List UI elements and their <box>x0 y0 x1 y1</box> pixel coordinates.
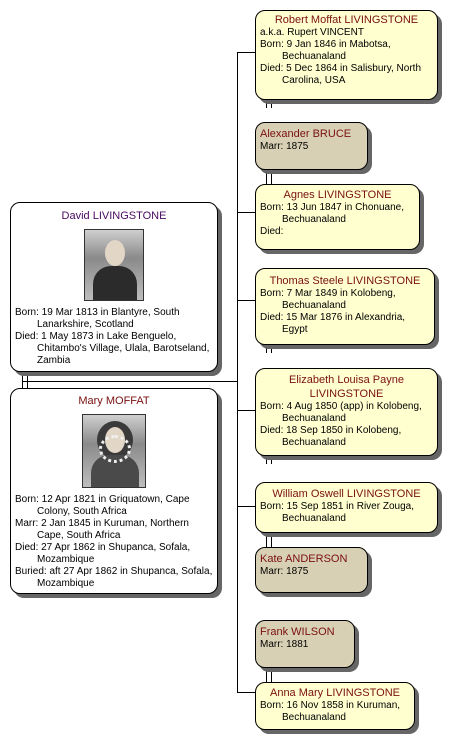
connector-child-6 <box>237 692 255 693</box>
person-born: Born: 12 Apr 1821 in Griquatown, Cape Colony, South Africa <box>15 494 190 517</box>
connector-couple-right <box>27 372 28 388</box>
spouse-married: Marr: 1875 <box>260 141 309 152</box>
connector-spouse-agnes-l <box>266 170 267 184</box>
person-card-anna[interactable] <box>255 682 415 730</box>
spouse-card-alexander[interactable] <box>255 122 368 170</box>
person-died: Died: 5 Dec 1864 in Salisbury, North Carolina, USA <box>260 63 422 86</box>
person-card-robert[interactable] <box>255 10 438 100</box>
person-name: Robert Moffat LIVINGSTONE <box>274 14 419 26</box>
person-died: Died: 15 Mar 1876 in Alexandria, Egypt <box>260 312 406 335</box>
connector-child1-down-l <box>266 100 267 108</box>
spouse-name: Alexander BRUCE <box>260 128 352 140</box>
person-born: Born: 9 Jan 1846 in Mabotsa, Bechuanaland <box>260 39 391 62</box>
person-card-william[interactable] <box>255 482 438 533</box>
connector-child-5 <box>237 506 255 507</box>
connector-child-1 <box>237 52 255 53</box>
person-died: Died: <box>260 226 284 237</box>
connector-child3-down-r <box>271 345 272 353</box>
connector-spouse-william-r <box>271 533 272 547</box>
person-died: Died: 18 Sep 1850 in Kolobeng, Bechuanaland <box>260 425 402 448</box>
person-name: William Oswell LIVINGSTONE <box>272 488 421 500</box>
spouse-married: Marr: 1875 <box>260 566 309 577</box>
connector-spouse-anna-r <box>271 668 272 682</box>
connector-spouse-agnes-r <box>271 170 272 184</box>
person-died: Died: 27 Apr 1862 in Shupanca, Sofala, Mozambique <box>15 542 191 565</box>
person-card-thomas[interactable] <box>255 268 435 345</box>
person-name: Mary MOFFAT <box>78 395 150 407</box>
person-card-david[interactable] <box>10 202 218 372</box>
connector-child-3 <box>237 300 255 301</box>
person-married: Marr: 2 Jan 1845 in Kuruman, Northern Cape, South Africa <box>15 518 189 541</box>
person-born: Born: 4 Aug 1850 (app) in Kolobeng, Bechuanaland <box>260 401 422 424</box>
person-aka: a.k.a. Rupert VINCENT <box>260 27 364 38</box>
person-name: Anna Mary LIVINGSTONE <box>269 687 400 699</box>
spouse-name: Frank WILSON <box>260 626 335 638</box>
connector-spouse-william-l <box>266 533 267 547</box>
portrait-man-icon <box>84 229 144 301</box>
person-name: Thomas Steele LIVINGSTONE <box>269 275 421 287</box>
person-name: Agnes LIVINGSTONE <box>283 189 392 201</box>
person-born: Born: 15 Sep 1851 in River Zouga, Bechuanaland <box>260 501 414 524</box>
spouse-card-kate[interactable] <box>255 547 368 593</box>
person-card-elizabeth[interactable] <box>255 368 438 456</box>
connector-couple-left <box>22 372 23 388</box>
person-card-mary[interactable] <box>10 388 218 594</box>
connector-trunk <box>237 52 238 693</box>
connector-child4-down-l <box>266 456 267 464</box>
portrait-woman-icon <box>82 414 146 488</box>
connector-child4-down-r <box>271 456 272 464</box>
connector-parents <box>22 381 237 382</box>
connector-child1-down-r <box>271 100 272 108</box>
connector-child-2 <box>237 212 255 213</box>
person-name: David LIVINGSTONE <box>61 210 167 222</box>
connector-spouse-anna-l <box>266 668 267 682</box>
person-born: Born: 19 Mar 1813 in Blantyre, South Lanarkshire, Scotland <box>15 307 180 330</box>
person-died: Died: 1 May 1873 in Lake Benguelo, Chitambo's Village, Ulala, Barotseland, Zambia <box>15 331 210 366</box>
connector-child-4 <box>237 410 255 411</box>
connector-child3-down-l <box>266 345 267 353</box>
person-born: Born: 7 Mar 1849 in Kolobeng, Bechuanaland <box>260 288 396 311</box>
spouse-card-frank[interactable] <box>255 620 355 668</box>
person-buried: Buried: aft 27 Apr 1862 in Shupanca, Sofala, Mozambique <box>15 566 213 589</box>
spouse-married: Marr: 1881 <box>260 639 309 650</box>
person-name: Elizabeth Louisa Payne LIVINGSTONE <box>289 374 404 400</box>
spouse-name: Kate ANDERSON <box>260 553 348 565</box>
person-born: Born: 13 Jun 1847 in Chonuane, Bechuanaland <box>260 202 404 225</box>
person-card-agnes[interactable] <box>255 184 420 250</box>
person-born: Born: 16 Nov 1858 in Kuruman, Bechuanaland <box>260 700 401 723</box>
